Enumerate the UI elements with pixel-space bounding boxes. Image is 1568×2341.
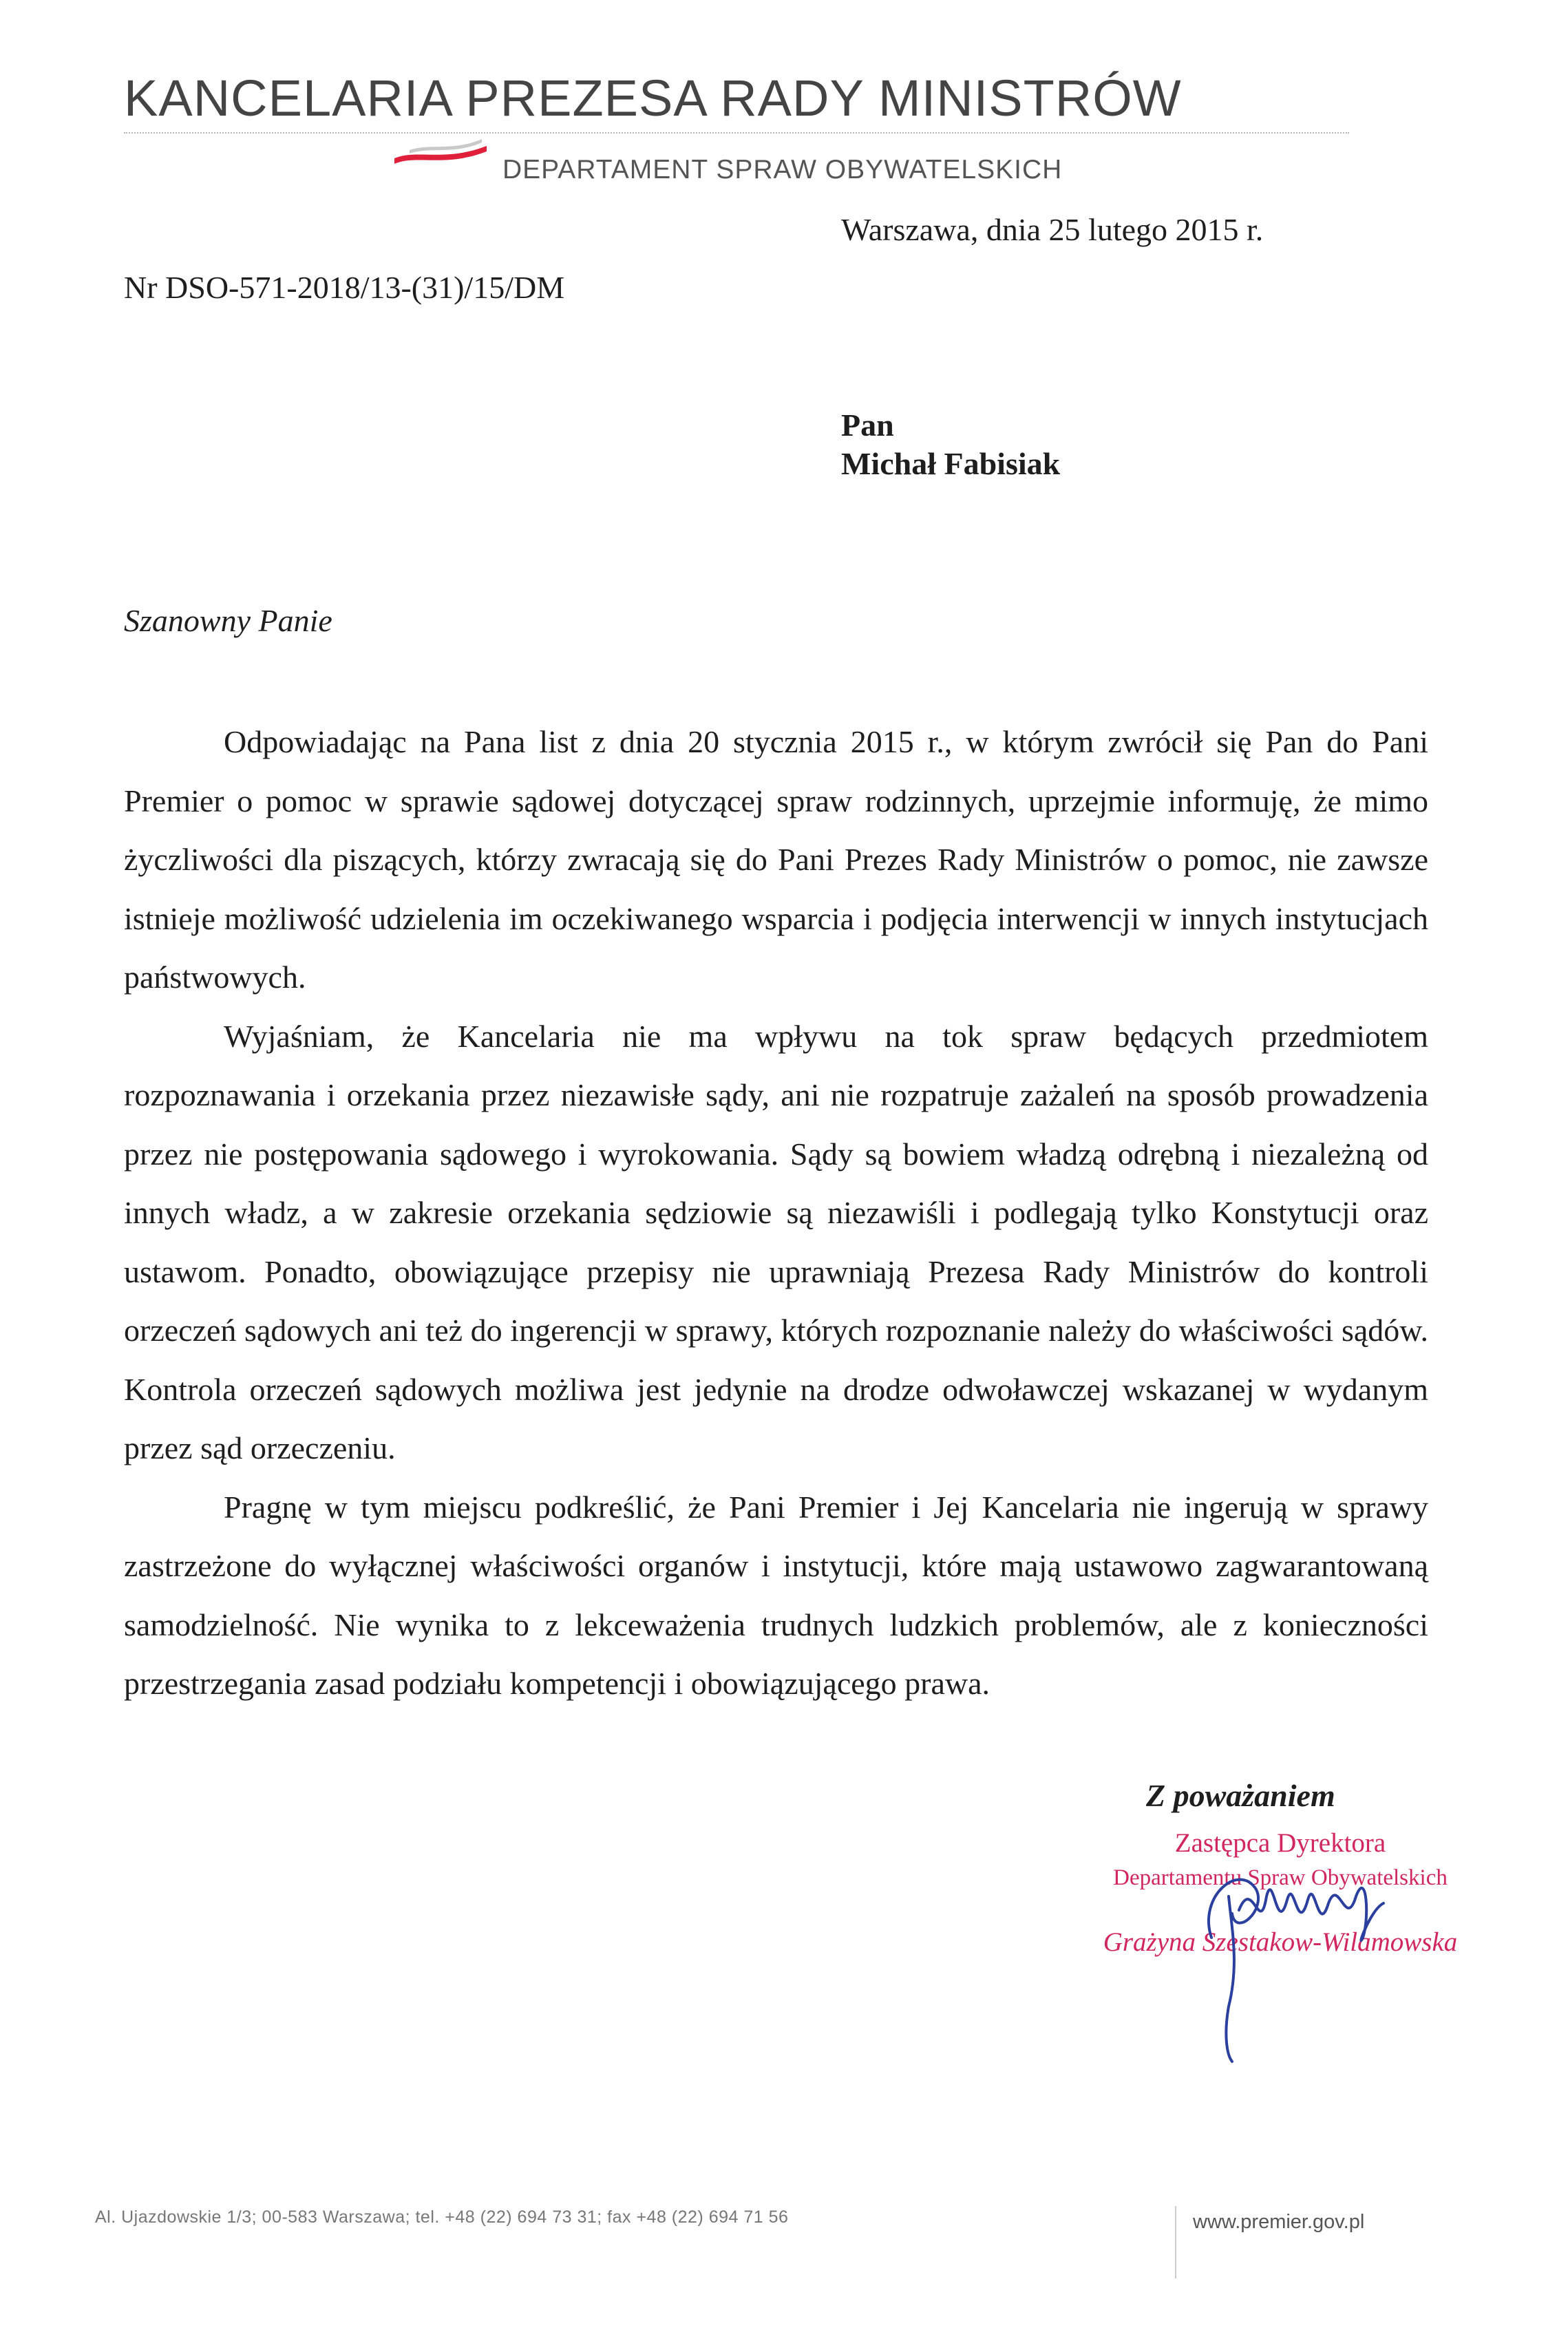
letter-date: Warszawa, dnia 25 lutego 2015 r. [841, 212, 1264, 247]
letter-body [124, 712, 1428, 1713]
closing-phrase: Z poważaniem [1146, 1778, 1335, 1813]
signatory-name: Grażyna Szestakow-Wilamowska [1103, 1927, 1458, 1957]
footer-divider [1175, 2206, 1176, 2278]
body-paragraph: Odpowiadając na Pana list z dnia 20 stycznia 2015 r., w którym zwrócił się Pan do Pani Premier o pomoc w sprawie sądowej dotyczącej spraw rodzinnych, uprzejmie informuję, że mimo życzliwości dla piszących, którzy zwracają się do Pani Prezes Rady Ministrów o pomoc, nie zawsze istnieje możliwość udzielenia im oczekiwanego wsparcia i podjęcia interwencji w innych instytucjach państwowych. [124, 724, 1428, 995]
department-name: DEPARTAMENT SPRAW OBYWATELSKICH [502, 155, 1063, 184]
recipient-title: Pan [841, 407, 894, 443]
footer-website[interactable]: www.premier.gov.pl [1193, 2211, 1365, 2233]
recipient-name: Michał Fabisiak [841, 446, 1061, 481]
body-paragraph: Wyjaśniam, że Kancelaria nie ma wpływu na tok spraw będących przedmiotem rozpoznawania i orzekania przez niezawisłe sądy, ani nie rozpatruje zażaleń na sposób prowadzenia przez nie postępowania sądowego i wyrokowania. Sądy są bowiem władzą odrębną i niezależną od innych władz, a w zakresie orzekania sędziowie są niezawiśli i podlegają tylko Konstytucji oraz ustawom. Ponadto, obowiązujące przepisy nie uprawniają Prezesa Rady Ministrów do kontroli orzeczeń sądowych ani też do ingerencji w sprawy, których rozpoznanie należy do właściwości sądów. Kontrola orzeczeń sądowych możliwa jest jedynie na drodze odwoławczej wskazanej w wydanym przez sąd orzeczeniu. [124, 1018, 1428, 1465]
header-divider [124, 132, 1349, 134]
reference-number: Nr DSO-571-2018/13-(31)/15/DM [124, 270, 565, 305]
handwritten-signature-icon [1163, 1834, 1411, 2068]
organization-name: KANCELARIA PREZESA RADY MINISTRÓW [124, 70, 1182, 127]
recipient-address [841, 406, 1060, 483]
footer-address: Al. Ujazdowskie 1/3; 00-583 Warszawa; tel. +48 (22) 694 73 31; fax +48 (22) 694 71 56 [95, 2207, 789, 2227]
signatory-department: Departamentu Spraw Obywatelskich [1113, 1865, 1448, 1890]
signatory-role: Zastępca Dyrektora [1174, 1828, 1386, 1858]
polish-flag-icon [389, 131, 492, 172]
salutation: Szanowny Panie [124, 603, 332, 638]
body-paragraph: Pragnę w tym miejscu podkreślić, że Pani Premier i Jej Kancelaria nie ingerują w sprawy zastrzeżone do wyłącznej właściwości organów i instytucji, które mają ustawowo zagwarantowaną samodzielność. Nie wynika to z lekceważenia trudnych ludzkich problemów, ale z konieczności przestrzegania zasad podziału kompetencji i obowiązującego prawa. [124, 1489, 1428, 1701]
